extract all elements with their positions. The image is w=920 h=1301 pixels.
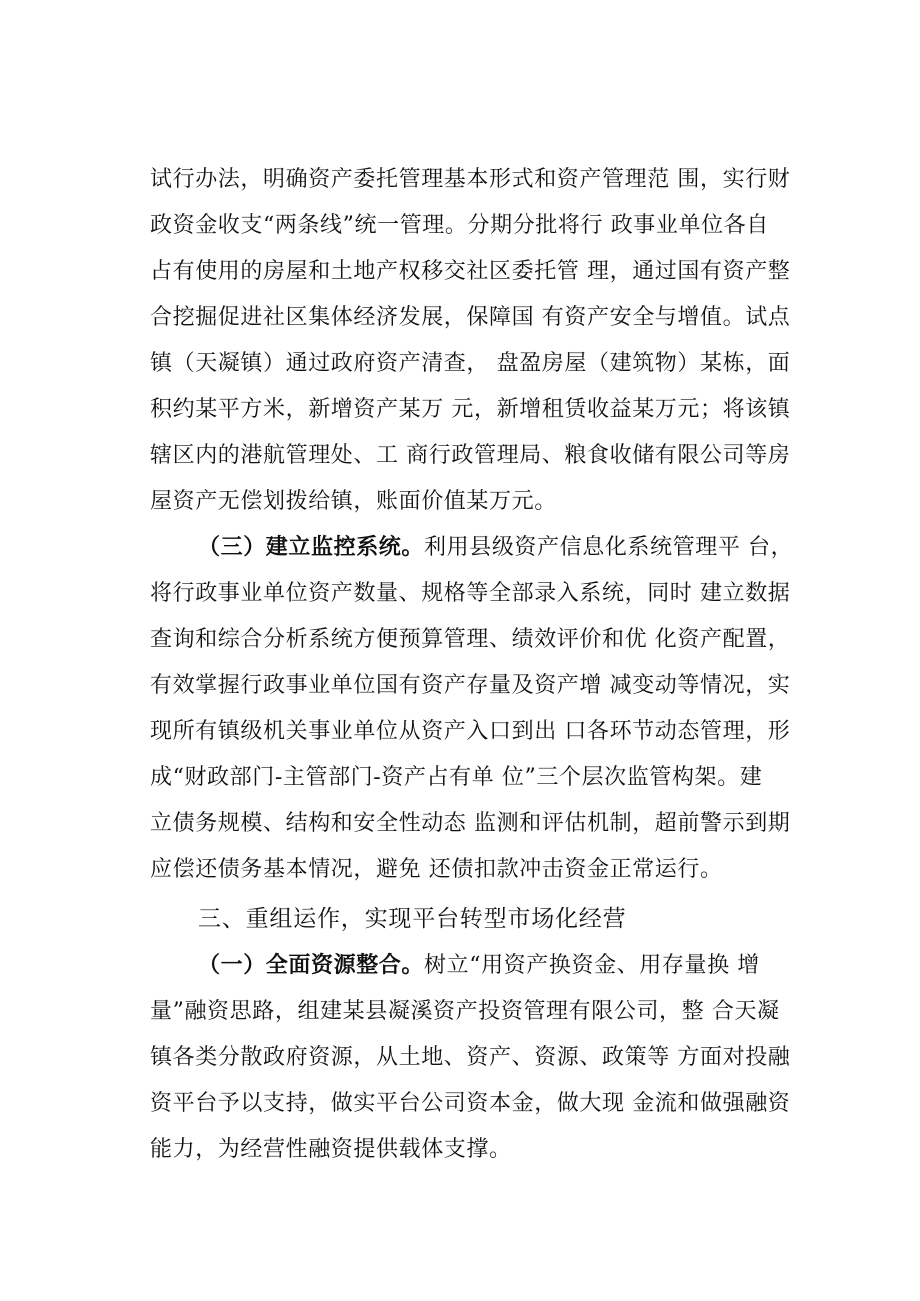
text-line <box>198 948 810 984</box>
text-line: 辖区内的港航管理处、工 商行政管理局、粮食收储有限公司等房 <box>150 443 791 468</box>
subheading-resource: （一）全面资源整合。 <box>198 953 425 978</box>
text-line: 试行办法，明确资产委托管理基本形式和资产管理范 围，实行财 <box>150 167 791 192</box>
text-line: 量”融资思路，组建某县凝溪资产投资管理有限公司，整 合天凝 <box>150 999 780 1024</box>
text-line: 有效掌握行政事业单位国有资产存量及资产增 减变动等情况，实 <box>150 673 791 698</box>
text-run: 树立“用资产换资金、用存量换 增 <box>424 953 760 978</box>
text-line: 占有使用的房屋和土地产权移交社区委托管 理，通过国有资产整 <box>150 259 791 284</box>
text-line: 合挖掘促进社区集体经济发展，保障国 有资产安全与增值。试点 <box>150 305 791 330</box>
text-line: 成“财政部门-主管部门-资产占有单 位”三个层次监管构架。建 <box>150 765 763 790</box>
text-line: 能力，为经营性融资提供载体支撑。 <box>150 1137 512 1162</box>
text-line: 屋资产无偿划拨给镇，账面价值某万元。 <box>150 489 557 514</box>
text-line: 现所有镇级机关事业单位从资产入口到出 口各环节动态管理，形 <box>150 719 791 744</box>
section-heading: 三、重组运作，实现平台转型市场化经营 <box>198 906 627 932</box>
text-line: 将行政事业单位资产数量、规格等全部录入系统，同时 建立数据 <box>150 581 791 606</box>
text-line: 资平台予以支持，做实平台公司资本金，做大现 金流和做强融资 <box>150 1091 791 1116</box>
text-line: 政资金收支“两条线”统一管理。分期分批将行 政事业单位各自 <box>150 213 769 238</box>
text-line: 查询和综合分析系统方便预算管理、绩效评价和优 化资产配置， <box>150 627 791 652</box>
subheading-monitoring: （三）建立监控系统。 <box>198 535 425 560</box>
text-line: 立债务规模、结构和安全性动态 监测和评估机制，超前警示到期 <box>150 811 791 836</box>
text-run: 利用县级资产信息化系统管理平 台， <box>424 535 794 560</box>
text-line: 镇各类分散政府资源，从土地、资产、资源、政策等 方面对投融 <box>150 1045 791 1070</box>
text-line: 积约某平方米，新增资产某万 元，新增租赁收益某万元；将该镇 <box>150 397 791 422</box>
text-line: 镇（天凝镇）通过政府资产清查， 盘盈房屋（建筑物）某栋，面 <box>150 351 791 376</box>
text-line <box>198 530 810 566</box>
text-line: 应偿还债务基本情况，避免 还债扣款冲击资金正常运行。 <box>150 857 723 882</box>
